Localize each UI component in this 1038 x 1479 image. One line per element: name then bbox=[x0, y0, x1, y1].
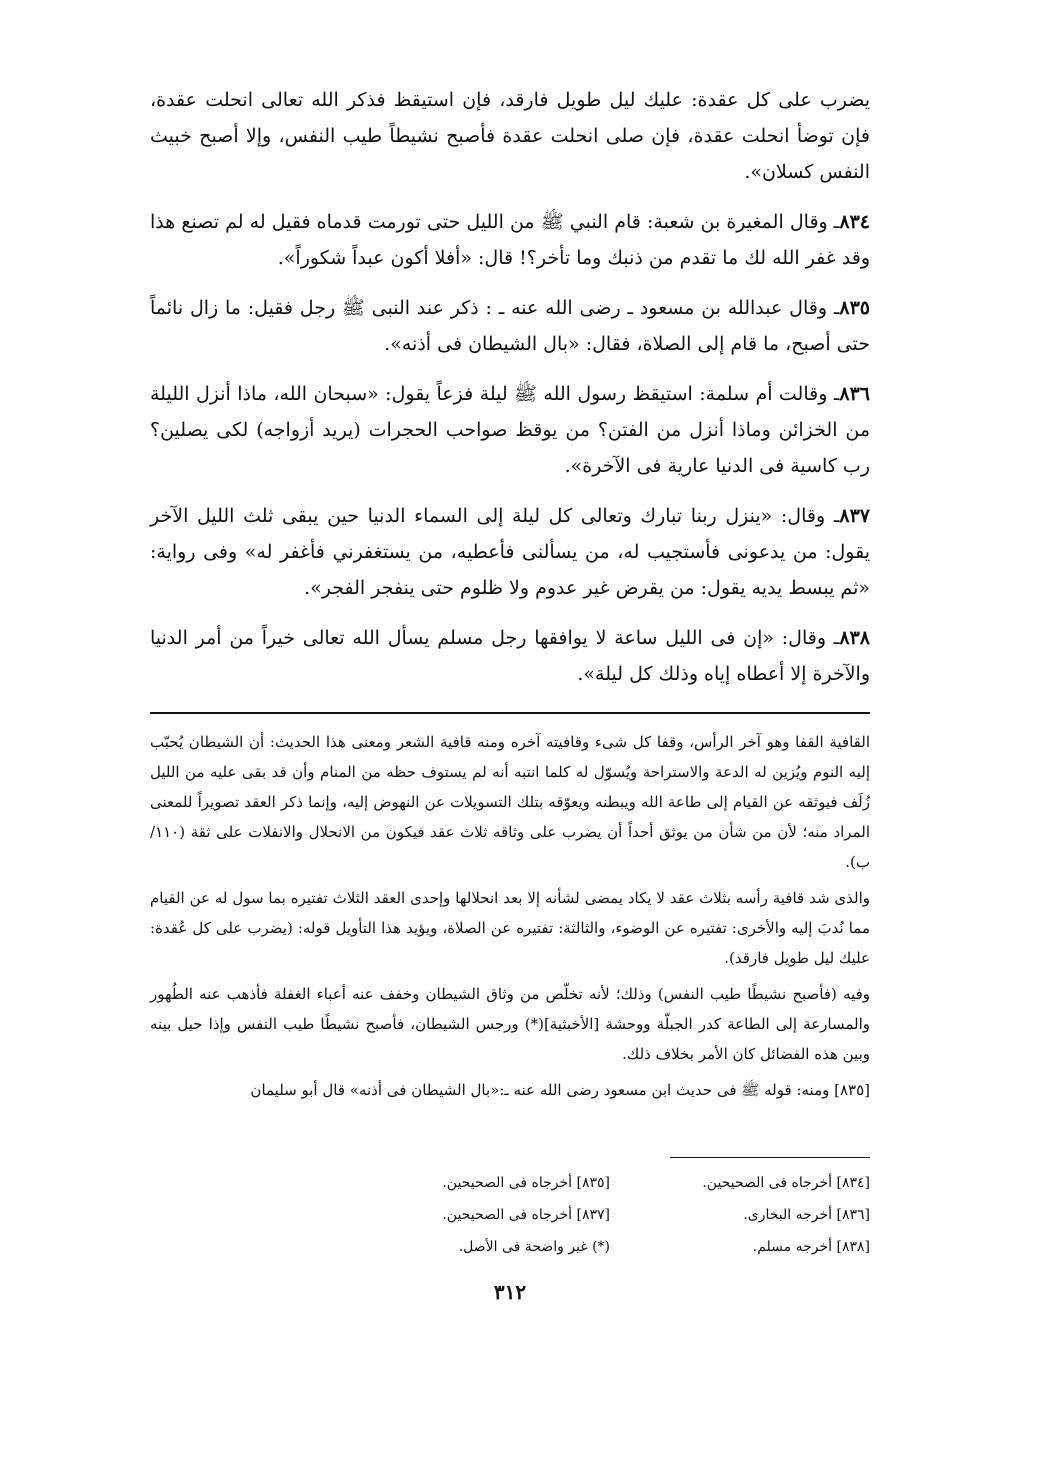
footnote-item: [٨٣٧] أخرجاه فى الصحيحين. bbox=[442, 1207, 610, 1223]
book-page bbox=[150, 82, 870, 1462]
hadith-number: ٨٣٧ bbox=[839, 505, 870, 527]
main-text bbox=[150, 82, 870, 692]
footnote-item: [٨٣٦] أخرجه البخارى. bbox=[743, 1207, 870, 1223]
footnote-divider bbox=[670, 1157, 870, 1158]
footnote-item: [٨٣٤] أخرجاه فى الصحيحين. bbox=[702, 1175, 870, 1191]
footnote-item: [٨٣٥] أخرجاه فى الصحيحين. bbox=[442, 1175, 610, 1191]
commentary-paragraph: وفيه (فأصبح نشيطًا طيب النفس) وذلك؛ لأنه تخلّص من وثاق الشيطان وخفف عنه أعباء الغفلة فأذهب عنه الطُهور والمسارعة إلى الطاعة كدر الجبلّة ووحشة [الأخبثية](*) ورجس الشيطان، فأصبح نشيطًا طيب النفس وإذا حيل بينه وبين هذه الفضائل كان الأمر بخلاف ذلك. bbox=[150, 985, 870, 1063]
hadith-number: ٨٣٨ bbox=[839, 627, 870, 649]
page-number: ٣١٢ bbox=[493, 1280, 527, 1304]
commentary-paragraph: [٨٣٥] ومنه: قوله ﷺ فى حديث ابن مسعود رضى الله عنه ـ:«بال الشيطان فى أذنه» قال أبو سليمان bbox=[250, 1081, 870, 1099]
hadith-text: ـ وقال: «ينزل ربنا تبارك وتعالى كل ليلة إلى السماء الدنيا حين يبقى ثلث الليل الآخر يقول: من يدعونى فأستجيب له، من يسألنى فأعطيه، من يستغفرني فأغفر له» وفى رواية: «ثم يبسط يديه يقول: من يقرض غير عدوم ولا ظلوم حتى ينفجر الفجر». bbox=[150, 505, 870, 599]
hadith-number: ٨٣٥ bbox=[839, 297, 870, 319]
hadith-text: ـ وقال: «إن فى الليل ساعة لا يوافقها رجل مسلم يسأل الله تعالى خيراً من أمر الدنيا والآخرة إلا أعطاه إياه وذلك كل ليلة». bbox=[150, 627, 870, 685]
hadith-number: ٨٣٤ bbox=[839, 211, 870, 233]
hadith-835 bbox=[150, 290, 870, 362]
commentary-paragraph: والذى شد قافية رأسه بثلاث عقد لا يكاد يمضى لشأنه إلا بعد انحلالها وإحدى العقد الثلاث تفتيره بما سول له عن القيام مما نُدبَ إليه والأخرى: تفتيره عن الوضوء، والثالثة: تفتيره عن الصلاة، ويؤيد هذا التأويل قوله: (يضرب على كل عُقدة: عليك ليل طويل فارقد). bbox=[150, 889, 870, 967]
hadith-834 bbox=[150, 204, 870, 276]
commentary bbox=[150, 727, 870, 1111]
footnote-item: [٨٣٨] أخرجه مسلم. bbox=[752, 1239, 870, 1255]
section-divider bbox=[150, 712, 870, 714]
intro-paragraph: يضرب على كل عقدة: عليك ليل طويل فارقد، فإن استيقظ فذكر الله تعالى انحلت عقدة، فإن توضأ انحلت عقدة، فإن صلى انحلت عقدة فأصبح نشيطاً طيب النفس، وإلا أصبح خبيث النفس كسلان». bbox=[150, 89, 870, 183]
commentary-paragraph: القافية القفا وهو آخر الرأس، وقفا كل شىء وقافيته آخره ومنه قافية الشعر ومعنى هذا الحديث: أن الشيطان يُحبّب إليه النوم ويُزين له الدعة والاستراحة ويُسوّل له كلما انتبه أنه لم يستوف حظه من المنام وأن قد بقى عليه من الليل زُلَف فيوثقه عن القيام إلى طاعة الله ويبطنه ويعوّقه بتلك التسويلات عن النهوض إليه، وإنما ذكر العقد تصويراً للمعنى المراد منه؛ لأن من شأن من يوثق أحداً أن يضرب على وثاقه ثلاث عقد فيكون من الانحلال والانفلات على ثقة (١١٠/ب). bbox=[150, 733, 870, 871]
hadith-text: ـ وقال عبدالله بن مسعود ـ رضى الله عنه ـ : ذكر عند النبى ﷺ رجل فقيل: ما زال نائماً حتى أصبح، ما قام إلى الصلاة، فقال: «بال الشيطان فى أذنه». bbox=[150, 297, 870, 355]
hadith-number: ٨٣٦ bbox=[839, 383, 870, 405]
hadith-text: ـ وقالت أم سلمة: استيقظ رسول الله ﷺ ليلة فزعاً يقول: «سبحان الله، ماذا أنزل الليلة من الخزائن وماذا أنزل من الفتن؟ من يوقظ صواحب الحجرات (يريد أزواجه) لكى يصلين؟ رب كاسية فى الدنيا عارية فى الآخرة». bbox=[150, 383, 870, 477]
footnotes bbox=[390, 1170, 870, 1260]
footnote-item: (*) غير واضحة فى الأصل. bbox=[458, 1239, 610, 1255]
hadith-838 bbox=[150, 620, 870, 692]
hadith-837 bbox=[150, 498, 870, 606]
hadith-836 bbox=[150, 376, 870, 484]
hadith-text: ـ وقال المغيرة بن شعبة: قام النبي ﷺ من الليل حتى تورمت قدماه فقيل له لم تصنع هذا وقد غفر الله لك ما تقدم من ذنبك وما تأخر؟! قال: «أفلا أكون عبداً شكوراً». bbox=[150, 211, 870, 269]
